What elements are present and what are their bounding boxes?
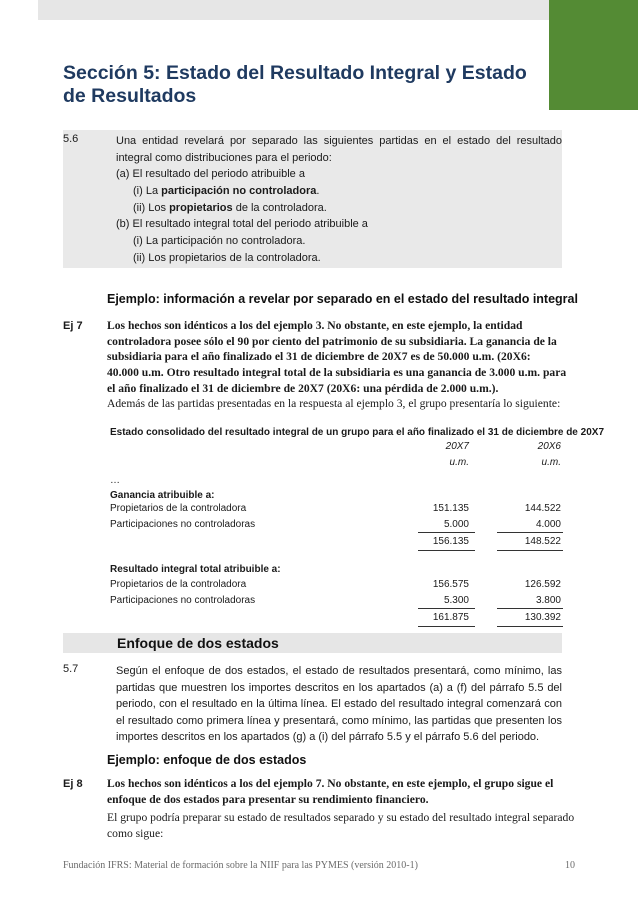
col-20x7: 20X7 [445, 441, 469, 452]
page-title: Sección 5: Estado del Resultado Integral y Estado de Resultados [63, 62, 527, 107]
col-20x6: 20X6 [537, 441, 561, 452]
example-8-label: Ej 8 [63, 778, 83, 790]
example-8-facts [107, 776, 567, 807]
ellipsis-row: … [110, 475, 120, 486]
paragraph-number: 5.7 [63, 663, 79, 675]
example-7-label: Ej 7 [63, 320, 83, 332]
item-b: (b) El resultado integral total del periodo atribuible a [116, 218, 368, 230]
table-row: Propietarios de la controladora 151.135 144.522 [110, 503, 561, 514]
profit-heading: Ganancia atribuible a: [110, 490, 215, 501]
answer-line: El grupo podría preparar su estado de resultados separado y su estado del resultado integral separado [107, 811, 575, 824]
answer-line: como sigue: [107, 826, 164, 840]
facts-line: el año finalizado el 31 de diciembre de 20X7 (20X6: una pérdida de 2.000 u.m.). [107, 381, 499, 395]
example-8-heading: Ejemplo: enfoque de dos estados [107, 753, 307, 767]
facts-line: 40.000 u.m. Otro resultado integral total de la subsidiaria es una ganancia de 3.000 u.m. para [107, 366, 567, 380]
item-b-ii: (ii) Los propietarios de la controladora. [133, 252, 321, 264]
unit-20x7: u.m. [449, 457, 469, 468]
top-band [38, 0, 598, 20]
paragraph-intro: Una entidad revelará por separado las siguientes partidas en el estado del resultado integral como distribuciones para el periodo: [116, 135, 562, 164]
paragraph-text: Según el enfoque de dos estados, el estado de resultados presentará, como mínimo, las partidas que muestren los importes descritos en los apartados (a) a (f) del párrafo 5.5 del periodo, con el resultado en la última línea. El estado del resultado integral comenzará con el resultado como primera línea y presentará, como mínimo, las partidas que presenten los importes descritos en los apartados (g) a (i) del párrafo 5.5 y el párrafo 5.6 del periodo. [116, 665, 562, 743]
page-footer [63, 860, 575, 871]
facts-line: Los hechos son idénticos a los del ejemplo 7. No obstante, en este ejemplo, el grupo sigue el [107, 777, 554, 790]
section-tab-marker [549, 0, 638, 110]
example-8-answer [107, 810, 575, 841]
total-rule [497, 626, 563, 627]
paragraph-number: 5.6 [63, 133, 79, 145]
page-number: 10 [565, 860, 575, 871]
example-7-answer: Además de las partidas presentadas en la respuesta al ejemplo 3, el grupo presentaría lo siguiente: [107, 397, 561, 410]
item-b-i: (i) La participación no controladora. [133, 235, 306, 247]
total-rule [418, 550, 475, 551]
item-a: (a) El resultado del periodo atribuible a [116, 168, 305, 180]
table-row: Propietarios de la controladora 156.575 126.592 [110, 579, 561, 590]
table-row: Participaciones no controladoras 5.300 3.800 [110, 595, 561, 606]
footer-text: Fundación IFRS: Material de formación sobre la NIIF para las PYMES (versión 2010-1) [63, 860, 418, 871]
total-rule [418, 626, 475, 627]
facts-line: Los hechos son idénticos a los del ejemplo 3. No obstante, en este ejemplo, la entidad [107, 319, 523, 332]
unit-20x6: u.m. [541, 457, 561, 468]
ci-heading: Resultado integral total atribuible a: [110, 564, 281, 575]
table-row: Participaciones no controladoras 5.000 4.000 [110, 519, 561, 530]
facts-line: controladora posee sólo el 90 por ciento del patrimonio de su subsidiaria. La ganancia de la [107, 334, 557, 348]
item-a-ii: (ii) Los propietarios de la controladora. [133, 202, 327, 214]
facts-line: enfoque de dos estados para presentar su rendimiento financiero. [107, 792, 429, 806]
section-heading: Enfoque de dos estados [117, 635, 279, 651]
column-headers [110, 438, 563, 455]
profit-total-row: 156.135 148.522 [432, 536, 561, 547]
total-rule [497, 550, 563, 551]
example-7-heading: Ejemplo: información a revelar por separado en el estado del resultado integral [107, 292, 578, 306]
statement-title: Estado consolidado del resultado integral de un grupo para el año finalizado el 31 de diciembre de 20X7 [110, 427, 605, 438]
paragraph-5-6 [63, 130, 562, 268]
item-a-i: (i) La participación no controladora. [133, 185, 320, 197]
facts-line: subsidiaria para el año finalizado el 31 de diciembre de 20X7 es de 50.000 u.m. (20X6: [107, 350, 531, 364]
example-7-facts [107, 318, 567, 397]
ci-total-row: 161.875 130.392 [432, 612, 561, 623]
unit-headers [110, 454, 563, 471]
